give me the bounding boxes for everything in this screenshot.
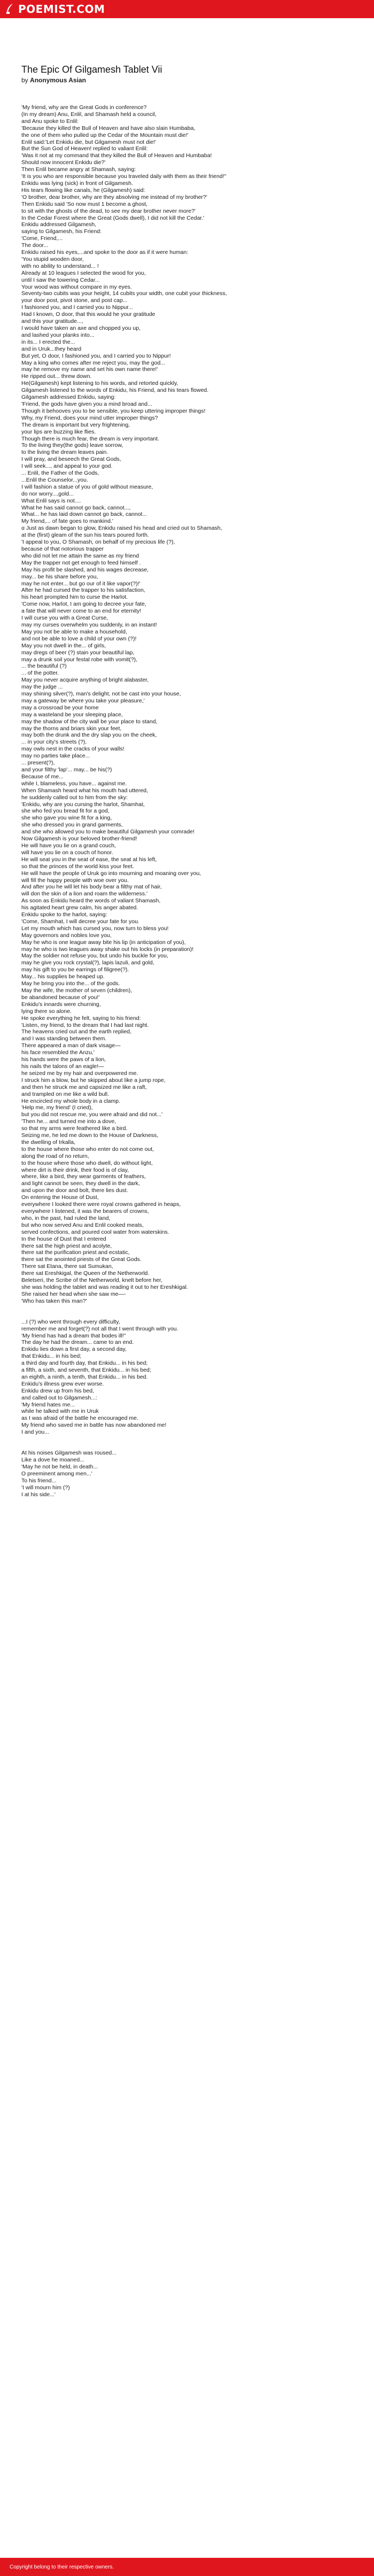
poem-stanza-3: At his noises Gilgamesh was roused... Like a dove he moaned... 'May he not be held, in death... O preeminent among men...' To his friend... 'I will mourn him (?) I at his side...' — [21, 1450, 116, 1498]
quill-pen-icon — [5, 3, 15, 15]
site-header — [0, 0, 374, 18]
footer-copyright: Copyright belong to their respective owners. — [10, 2564, 114, 2570]
poem-title: The Epic Of Gilgamesh Tablet Vii — [21, 64, 162, 75]
site-footer — [0, 2558, 374, 2576]
poem-stanza-1: 'My friend, why are the Great Gods in conference? (In my dream) Anu, Enlil, and Shamash held a council, and Anu spoke to Enlil: 'Because they killed the Bull of Heaven and have also slain Humbaba, the one of them who pulled up the Cedar of the Mountain must die!' Enlil said:'Let Enkidu die, but Gilgamesh must not die!' But the Sun God of Heaven! replied to valiant Enlil: 'Was it not at my command that they killed the Bull of Heaven and Humbaba! Should now innocent Enkidu die?' Then Enlil became angry at Shamash, saying: 'It is you who are responsible because you traveled daily with them as their friend!'' Enkidu was lying (sick) in front of Gilgamesh. His tears flowing like canals, he (Gilgamesh) said: 'O brother, dear brother, why are they absolving me instead of my brother?' Then Enkidu said 'So now must 1 become a ghost, to sit with the ghosts of the dead, to see my dear brother never more?' In the Cedar Forest where the Great (Gods dwell), I did not kill the Cedar.' Enkidu addressed Gilgamesh, saying to Gilgamesh, his Friend: 'Come, Friend,... The door... Enkidu raised his eyes,...and spoke to the door as if it were human: 'You stupid wooden door, with no ability to understand... ! Already at 10 leagues I selected the wood for you, until I saw the towering Cedar... Your wood was without compare in my eyes. Seventy-two cubits was your height, 14 cubits your width, one cubit your thickness, your door post, pivot stone, and post cap... I fashioned you, and I carried you to Nippur... Had I known, O door, that this would he your gratitude and this your gratitude..., I would have taken an axe and chopped you up, and lashed your planks into... in its... I erected the... and in Uruk...they heard But yet, O door, I fashioned you, and I carried you to Nippur! May a king who comes after me reject you, may the god... may he remove my name and set his own name there!' He ripped out... threw down. He(Gilgamesh) kept listening to his words, and retorted quickly, Gilgamesh listened to the words of Enkidu, his Friend, and his tears flowed. Gilgamesh addressed Enkidu, saying: 'Friend, the gods have given you a mind broad and... Though it behooves you to be sensible, you keep uttering improper things! Why, my Friend, does your mind utter improper things? The dream is important but very frightening, your lips are buzzing like flies. Though there is much fear, the dream is very important. To the living they(the gods) leave sorrow, to the living the dream leaves pain. I will pray, and beseech the Great Gods, I will seek..., and appeal to your god. ... Enlil, the Father of the Gods, ...Enlil the Counselor...you. I will fashion a statue of you of gold without measure, do nor worry...,gold... What Enlil says is not.... What he has said cannot go back, cannot..., What... he has laid down cannot go back, cannot... My friend,... of fate goes to mankind.' α Just as dawn began to glow, Enkidu raised his head and cried out to Shamash, at the (first) gleam of the sun his tears poured forth. 'I appeal to you, O Shamash, on behalf of my precious life (?), because of that notorious trapper who did not let me attain the same as my friend May the trapper not get enough to feed himself . May his profit be slashed, and his wages decrease, may... be his share before you, may he not enter... but go our of it like vapor(?)!' After he had cursed the trapper to his satisfaction, his heart prompted him to curse the Harlot. 'Come now, Harlot, I am going to decree your fate, a fate that will never come to an end for eternity! I will curse you with a Great Curse, may my curses overwhelm you suddenly, in an instant! May you not be able to make a household, and not be able to love a child of your own (?)! May you not dwell in the... of girls, may dregs of beer (?) stain your beautiful lap, may a drunk soil your festal robe with vomit(?), ... the beautiful (?) ... of the potter. May you never acquire anything of bright alabaster, may the judge ... may shining silver(?), man's delight, not be cast into your house, may a gateway be where you take your pleasure,' may a crossroad be your home may a wasteland be your sleeping place, may the shadow of the city wall be your place to stand, may the thorns and briars skin your feet, may both the drunk and the dry slap you on the cheek, ... in your city's streets (?), may owls nest in the cracks of your walls! may no parties take place... ... present(?), and your filthy 'lap'... may... be his(?) Because of me... while I, blameless, you have... against me. When Shamash heard what his mouth had uttered, he suddenly called out to him from the sky: 'Enkidu, why are you cursing the harlot, Shamhat, she who fed you bread fit for a god, she who gave you wine fit for a king, she who dressed you in grand garments, and she who allowed you to make beautiful Gilgamesh your comrade! Now Gilgamesh is your beloved brother-friend! He will have you lie on a grand couch, will have you lie on a couch of honor. He will seat you in the seat of ease, the seat at his left, so that the princes of the world kiss your feet. He will have the people of Uruk go into mourning and moaning over you, will fill the happy people with woe over you. And after you he will let his body bear a filthy mat of hair, will don the skin of a lion and roam the wilderness.' As soon as Enkidu heard the words of valiant Shamash, his agitated heart grew calm, his anger abated. Enkidu spoke to the harlot, saying: 'Come, Shamhat, I will decree your fate for you. Let my mouth which has cursed you, now turn to bless you! May governors and nobles love you, May he who is one league away bite his lip (in anticipation of you), may he who is two leagues away shake out his locks (in preparation)! May the soldier not refuse you, but undo his buckle for you, may he give you rock crystal(?), lapis lazuli, and gold, may his gift to you be earrings of filigree(?). May... his supplies be heaped up. May he bring you into the... of the gods. May the wife, the mother of seven (children), be abandoned because of you!' Enkidu's innards were churning, lying there so alone. He spoke everything he felt, saying to his friend: 'Listen, my friend, to the dream that I had last night. The heavens cried out and the earth replied, and I was standing between them. There appeared a man of dark visage— his face resembled the Anzu,' his hands were the paws of a lion, his nails the talons of an eagle!— he seized me by my hair and overpowered me. I struck him a blow, but he skipped about like a jump rope, and then he struck me and capsized me like a raft, and trampled on me like a wild bull. He encircled my whole body in a clamp. 'Help me, my friend' (I cried), but you did not rescue me, you were afraid and did not...' 'Then he... and turned me into a dove, so that my arms were feathered like a bird. Seizing me, he led me down to the House of Darkness, the dwelling of Irkalla, to the house where those who enter do not come out, along the road of no return, to the house where those who dwell, do without light, where dirt is their drink, their food is of clay, where, like a bird, they wear garments of feathers, and light cannot be seen, they dwell in the dark, and upon the door and bolt, there lies dust. On entering the House of Dust, everywhere I looked there were royal crowns gathered in heaps, everywhere I listened, it was the bearers of crowns, who, in the past, had ruled the land, but who now served Anu and Enlil cooked meats, served confections, and poured cool water from waterskins. In the house of Dust that I entered there sat the high priest and acolyte, there sat the purification priest and ecstatic, there sat the anointed priests of the Great Gods. There sat Etana, there sat Sumukan, there sat Ereshkigal, the Queen of the Netherworld. Beletseri, the Scribe of the Netherworld, knelt before her, she was holding the tablet and was reading it out to her Ereshkigal. She raised her head when she saw me—- 'Who has taken this man?' — [21, 104, 227, 1304]
site-logo-link[interactable] — [5, 3, 105, 16]
poem-byline — [21, 76, 353, 84]
poem-stanza-2: ...I (?) who went through every difficulty, remember me and forget(?) not all that I went through with you. 'My friend has had a dream that bodes ill!'' The day he had the dream... came to an end. Enkidu lies down a first day, a second day, that Enkidu... in his bed; a third day and fourth day, that Enkidu... in his bed; a fifth, a sixth, and seventh, that Enkidu... in his bed; an eighth, a ninth, a tenth, that Enkidu... in his bed. Enkidu's illness grew ever worse. Enkidu drew up from his bed, and called out to Gilgamesh...: 'My friend hates me... while he talked with me in Uruk as I was afraid of the battle he encouraged me. My friend who saved me in battle has now abandoned me! I and you... — [21, 1318, 178, 1436]
poem-author[interactable]: Anonymous Asian — [30, 76, 86, 84]
poem-container — [0, 18, 374, 1498]
site-logo-text: POEMIST.COM — [18, 3, 105, 16]
byline-prefix: by — [21, 76, 28, 84]
